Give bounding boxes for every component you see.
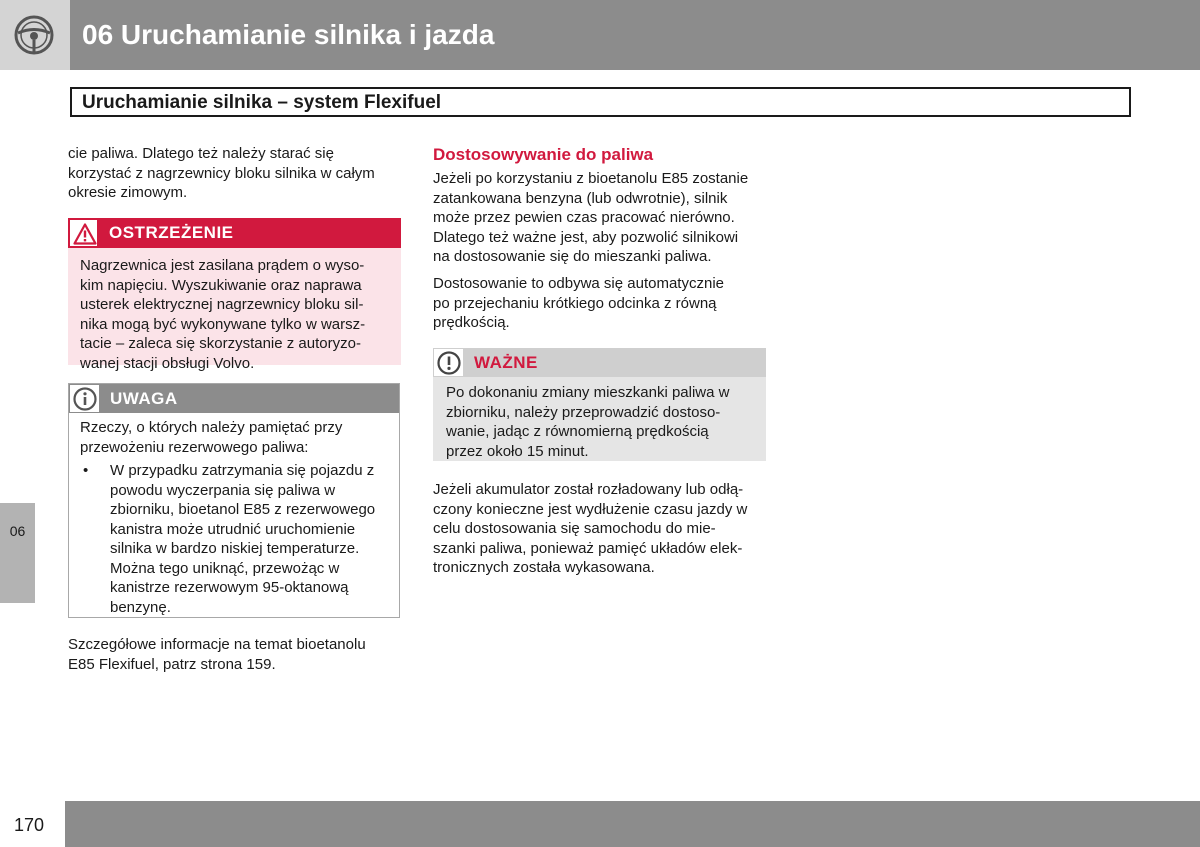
note-header: [69, 384, 399, 413]
bullet-icon: •: [83, 462, 89, 479]
right-paragraph-1: [433, 169, 773, 267]
text-line: zbiorniku, należy przeprowadzić dostoso-: [446, 403, 721, 421]
text-line: tacie – zaleca się skorzystanie z autoryzo-: [80, 335, 361, 352]
text-line: Jeżeli po korzystaniu z bioetanolu E85 zostanie: [433, 170, 749, 187]
text-line: silnika w bardzo niskiej temperaturze.: [110, 540, 360, 557]
important-title: WAŻNE: [474, 353, 538, 372]
note-icon-cell: [69, 384, 100, 413]
text-line: okresie zimowym.: [68, 184, 188, 201]
text-line: zbiorniku, bioetanol E85 z rezerwowego: [110, 501, 376, 518]
text-line: przewożeniu rezerwowego paliwa:: [80, 438, 309, 456]
warning-box: [68, 218, 401, 372]
text-line: tronicznych została wykasowana.: [433, 559, 655, 576]
text-line: przez około 15 minut.: [446, 442, 589, 460]
note-box: [68, 383, 400, 618]
note-intro: [80, 418, 392, 457]
warning-title: OSTRZEŻENIE: [109, 223, 234, 242]
text-line: E85 Flexifuel, patrz strona 159.: [68, 655, 276, 673]
left-footer-paragraph: [68, 635, 402, 674]
important-body: [446, 383, 761, 461]
chapter-side-tab: [0, 503, 35, 603]
important-header: [433, 348, 766, 377]
text-line: benzynę.: [110, 598, 171, 616]
text-line: nika mogą być wykonywane tylko w warsz-: [80, 315, 366, 333]
section-title-box: [70, 87, 1131, 117]
text-line: Jeżeli akumulator został rozładowany lub odłą-: [433, 481, 744, 498]
text-line: powodu wyczerpania się paliwa w: [110, 481, 336, 499]
page-number: 170: [14, 815, 45, 835]
info-circle-icon: [73, 387, 97, 411]
text-line: Po dokonaniu zmiany mieszkanki paliwa w: [446, 384, 730, 401]
text-line: wanej stacji obsługi Volvo.: [80, 354, 255, 372]
text-line: korzystać z nagrzewnicy bloku silnika w całym: [68, 164, 375, 182]
steering-wheel-icon: [11, 14, 57, 56]
text-line: wanie, jadąc z równomierną prędkością: [446, 423, 709, 440]
warning-body: [80, 256, 395, 373]
text-line: Rzeczy, o których należy pamiętać przy: [80, 419, 343, 436]
subheading: Dostosowywanie do paliwa: [433, 145, 654, 164]
warning-icon-cell: [68, 218, 99, 248]
text-line: zatankowana benzyna (lub odwrotnie), silnik: [433, 189, 728, 207]
important-box: [433, 348, 766, 461]
side-tab-label: 06: [9, 523, 26, 539]
text-line: celu dostosowania się samochodu do mie-: [433, 520, 716, 537]
text-line: cie paliwa. Dlatego też należy starać się: [68, 145, 334, 162]
warning-header: [68, 218, 401, 248]
text-line: prędkością.: [433, 314, 510, 331]
text-line: Szczegółowe informacje na temat bioetanolu: [68, 636, 366, 653]
text-line: może przez pewien czas pracować nierówno.: [433, 209, 735, 226]
note-title: UWAGA: [110, 389, 178, 408]
bullet-text: [110, 461, 400, 617]
text-line: kim napięciu. Wyszukiwanie oraz naprawa: [80, 276, 362, 294]
text-line: szanki paliwa, ponieważ pamięć układów elek-: [433, 539, 743, 557]
text-line: usterek elektrycznej nagrzewnicy bloku sil-: [80, 296, 364, 313]
text-line: Dlatego też ważne jest, aby pozwolić silnikowi: [433, 228, 739, 246]
exclamation-circle-icon: [437, 351, 461, 375]
important-icon-cell: [433, 348, 464, 377]
text-line: czony konieczne jest wydłużenie czasu jazdy w: [433, 500, 748, 518]
text-line: Dostosowanie to odbywa się automatycznie: [433, 275, 724, 292]
warning-triangle-icon: [73, 223, 97, 245]
chapter-logo: [0, 0, 70, 70]
text-line: kanistra może utrudnić uruchomienie: [110, 520, 356, 538]
text-line: Można tego uniknąć, przewożąc w: [110, 559, 340, 577]
text-line: na dostosowanie się do mieszanki paliwa.: [433, 248, 712, 265]
text-line: po przejechaniu krótkiego odcinka z równą: [433, 294, 717, 312]
left-intro-paragraph: [68, 144, 402, 203]
text-line: W przypadku zatrzymania się pojazdu z: [110, 462, 375, 479]
section-title: Uruchamianie silnika – system Flexifuel: [82, 92, 442, 113]
right-paragraph-2: [433, 274, 773, 333]
footer-bar: [65, 801, 1200, 847]
text-line: kanistrze rezerwowym 95-oktanową: [110, 579, 349, 596]
chapter-title: 06 Uruchamianie silnika i jazda: [82, 19, 495, 50]
text-line: Nagrzewnica jest zasilana prądem o wyso-: [80, 257, 365, 274]
right-paragraph-3: [433, 480, 773, 578]
